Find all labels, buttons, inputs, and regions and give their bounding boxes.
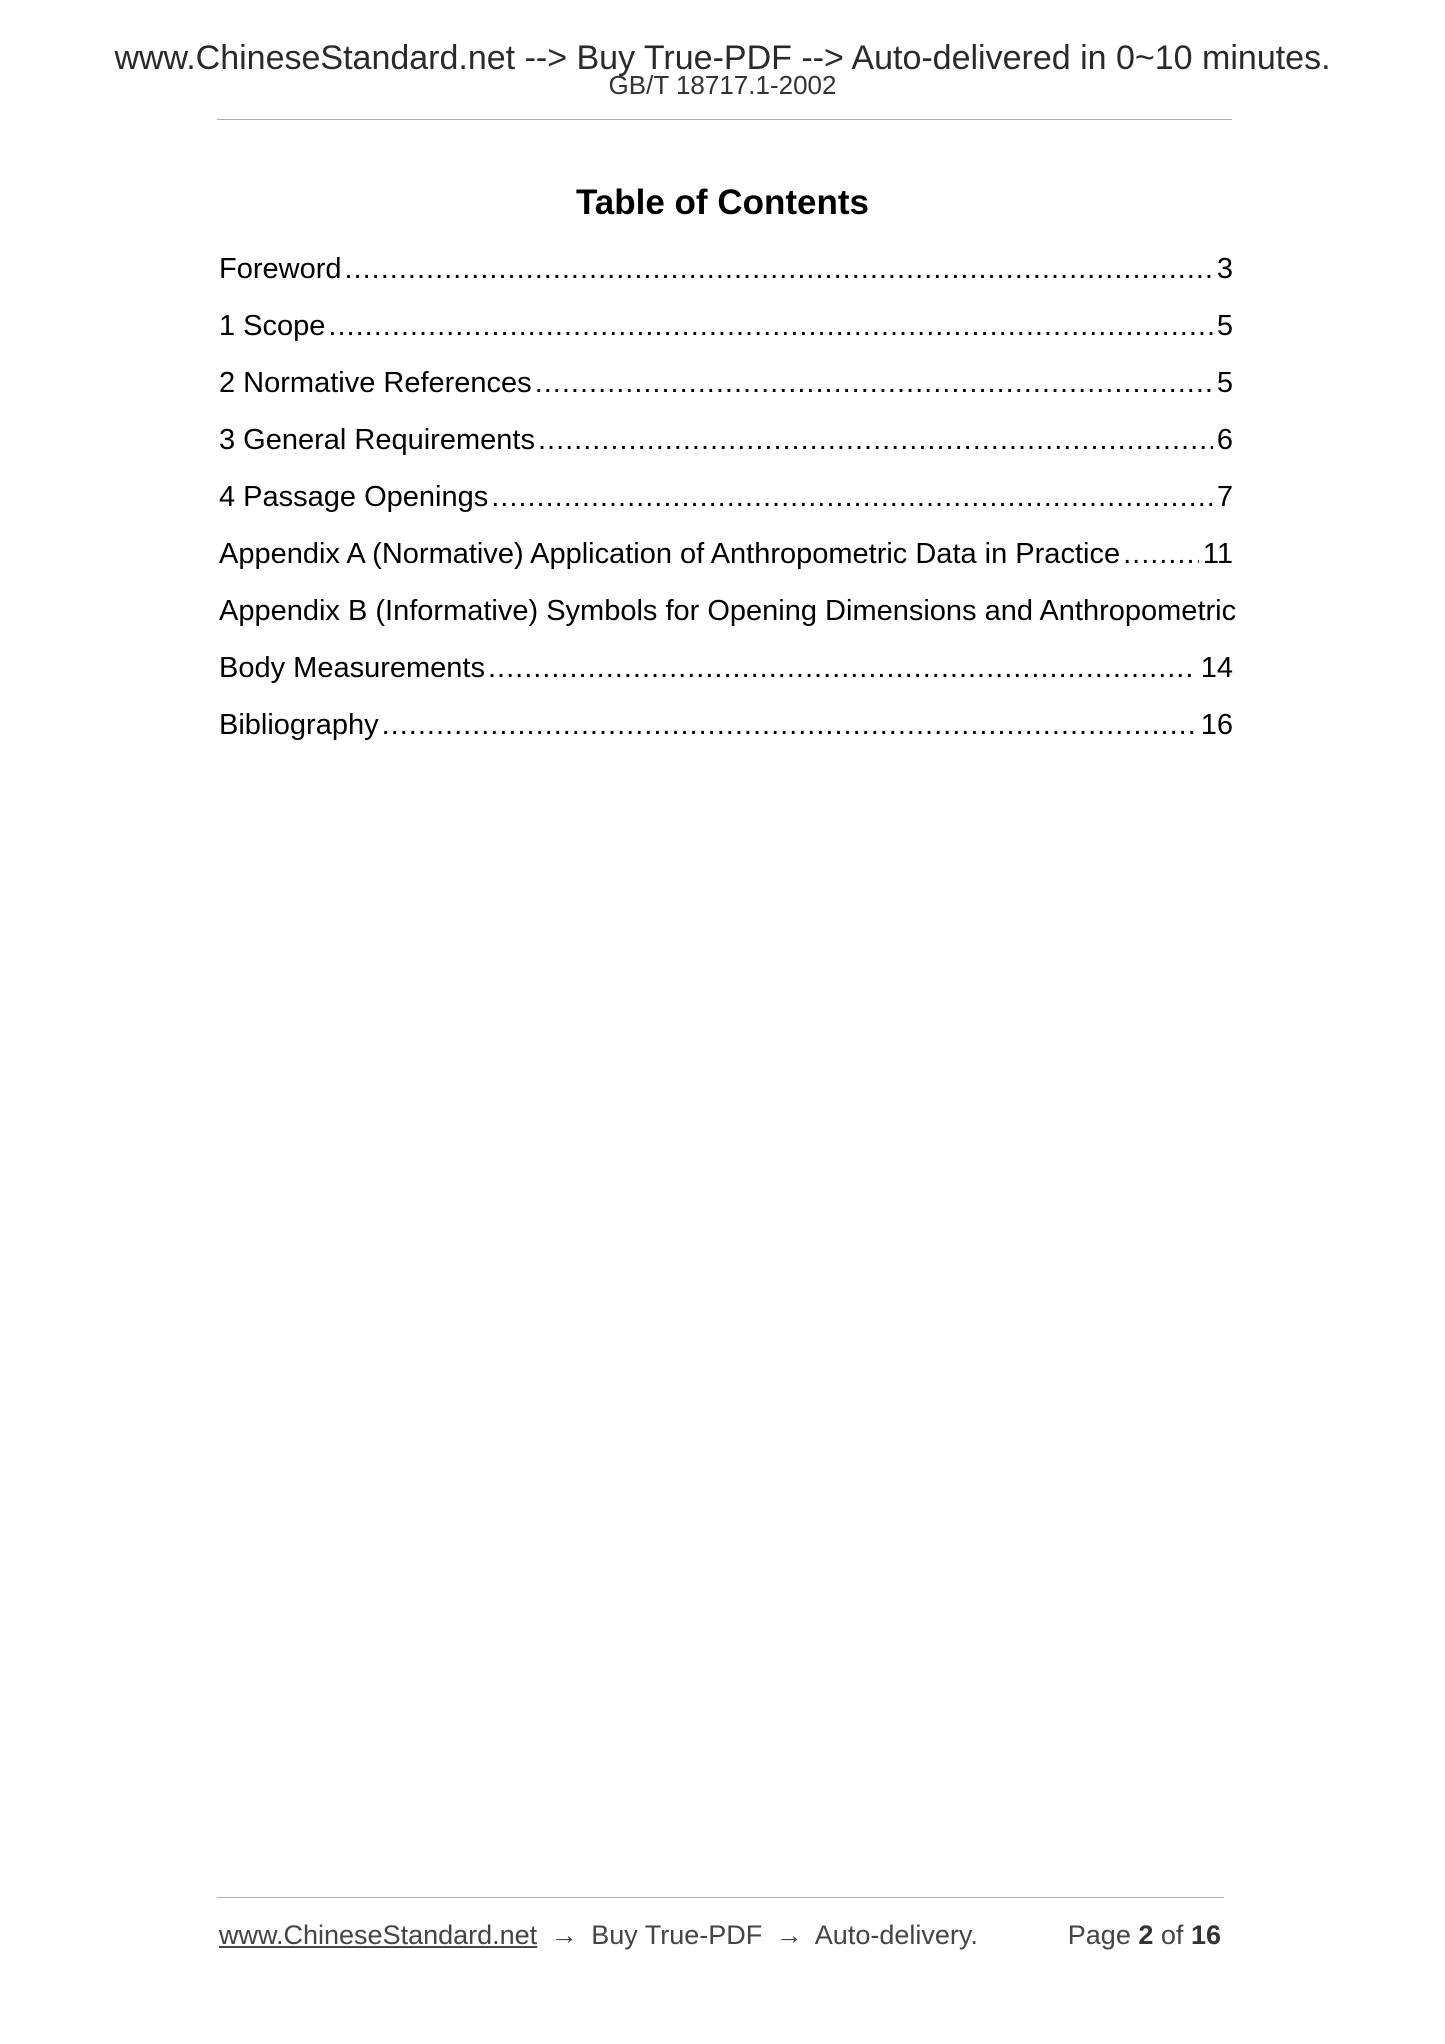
footer-divider [217, 1897, 1224, 1898]
standard-code: GB/T 18717.1-2002 [608, 70, 837, 100]
toc-entry-page: 16 [1200, 709, 1233, 741]
page-indicator [1068, 1915, 1221, 1955]
dot-leader [535, 363, 1213, 403]
toc-entry-label: Appendix A (Normative) Application of Anthropometric Data in Practice [219, 538, 1121, 570]
toc-entry-page: 6 [1216, 424, 1233, 456]
toc-entry-label: Body Measurements [219, 652, 485, 684]
dot-leader [345, 249, 1213, 289]
toc-title: Table of Contents [576, 183, 869, 222]
toc-entry-passage-openings[interactable] [219, 477, 1233, 534]
toc-entry-page: 3 [1216, 253, 1233, 285]
toc-entry-page: 14 [1200, 652, 1233, 684]
arrow-right-icon: → [550, 1920, 578, 1950]
arrow-right-icon: → [775, 1920, 803, 1950]
dot-leader [538, 420, 1213, 460]
page-footer [219, 1915, 1229, 1955]
dot-leader [382, 705, 1197, 745]
page-current: 2 [1138, 1920, 1154, 1950]
toc-entry-label: Foreword [219, 253, 342, 285]
site-link[interactable]: www.ChineseStandard.net [219, 1920, 538, 1950]
toc-entry-normative-references[interactable] [219, 363, 1233, 420]
toc-entry-appendix-a[interactable] [219, 534, 1233, 591]
toc-entry-page: 5 [1216, 310, 1233, 342]
toc-entry-label: Appendix B (Informative) Symbols for Opening Dimensions and Anthropometric [219, 595, 1237, 627]
toc-entry-page: 7 [1216, 481, 1233, 513]
dot-leader [328, 306, 1212, 346]
page-word: Page [1067, 1920, 1131, 1950]
dot-leader [488, 648, 1197, 688]
footer-step-delivery: Auto-delivery. [814, 1920, 978, 1950]
toc-entry-general-requirements[interactable] [219, 420, 1233, 477]
dot-leader [491, 477, 1213, 517]
toc-entry-scope[interactable] [219, 306, 1233, 363]
site-banner: www.ChineseStandard.net --> Buy True-PDF --> Auto-delivered in 0~10 minutes. [114, 39, 1331, 77]
toc-entry-foreword[interactable] [219, 249, 1233, 306]
page-of: of [1160, 1920, 1184, 1950]
table-of-contents [219, 249, 1237, 762]
toc-entry-label: Bibliography [219, 709, 379, 741]
toc-entry-label: 1 Scope [219, 310, 326, 342]
toc-entry-label: 3 General Requirements [219, 424, 535, 456]
toc-entry-page: 5 [1216, 367, 1233, 399]
toc-entry-appendix-b[interactable] [219, 591, 1237, 648]
toc-entry-appendix-b-continued[interactable] [219, 648, 1233, 705]
toc-entry-label: 2 Normative References [219, 367, 532, 399]
header-divider [217, 119, 1232, 120]
page-total: 16 [1190, 1920, 1221, 1950]
footer-step-buy: Buy True-PDF [591, 1920, 763, 1950]
toc-entry-label: 4 Passage Openings [219, 481, 489, 513]
footer-links [219, 1915, 978, 1955]
toc-entry-page: 11 [1202, 538, 1233, 570]
dot-leader [1123, 534, 1199, 574]
toc-entry-bibliography[interactable] [219, 705, 1233, 762]
